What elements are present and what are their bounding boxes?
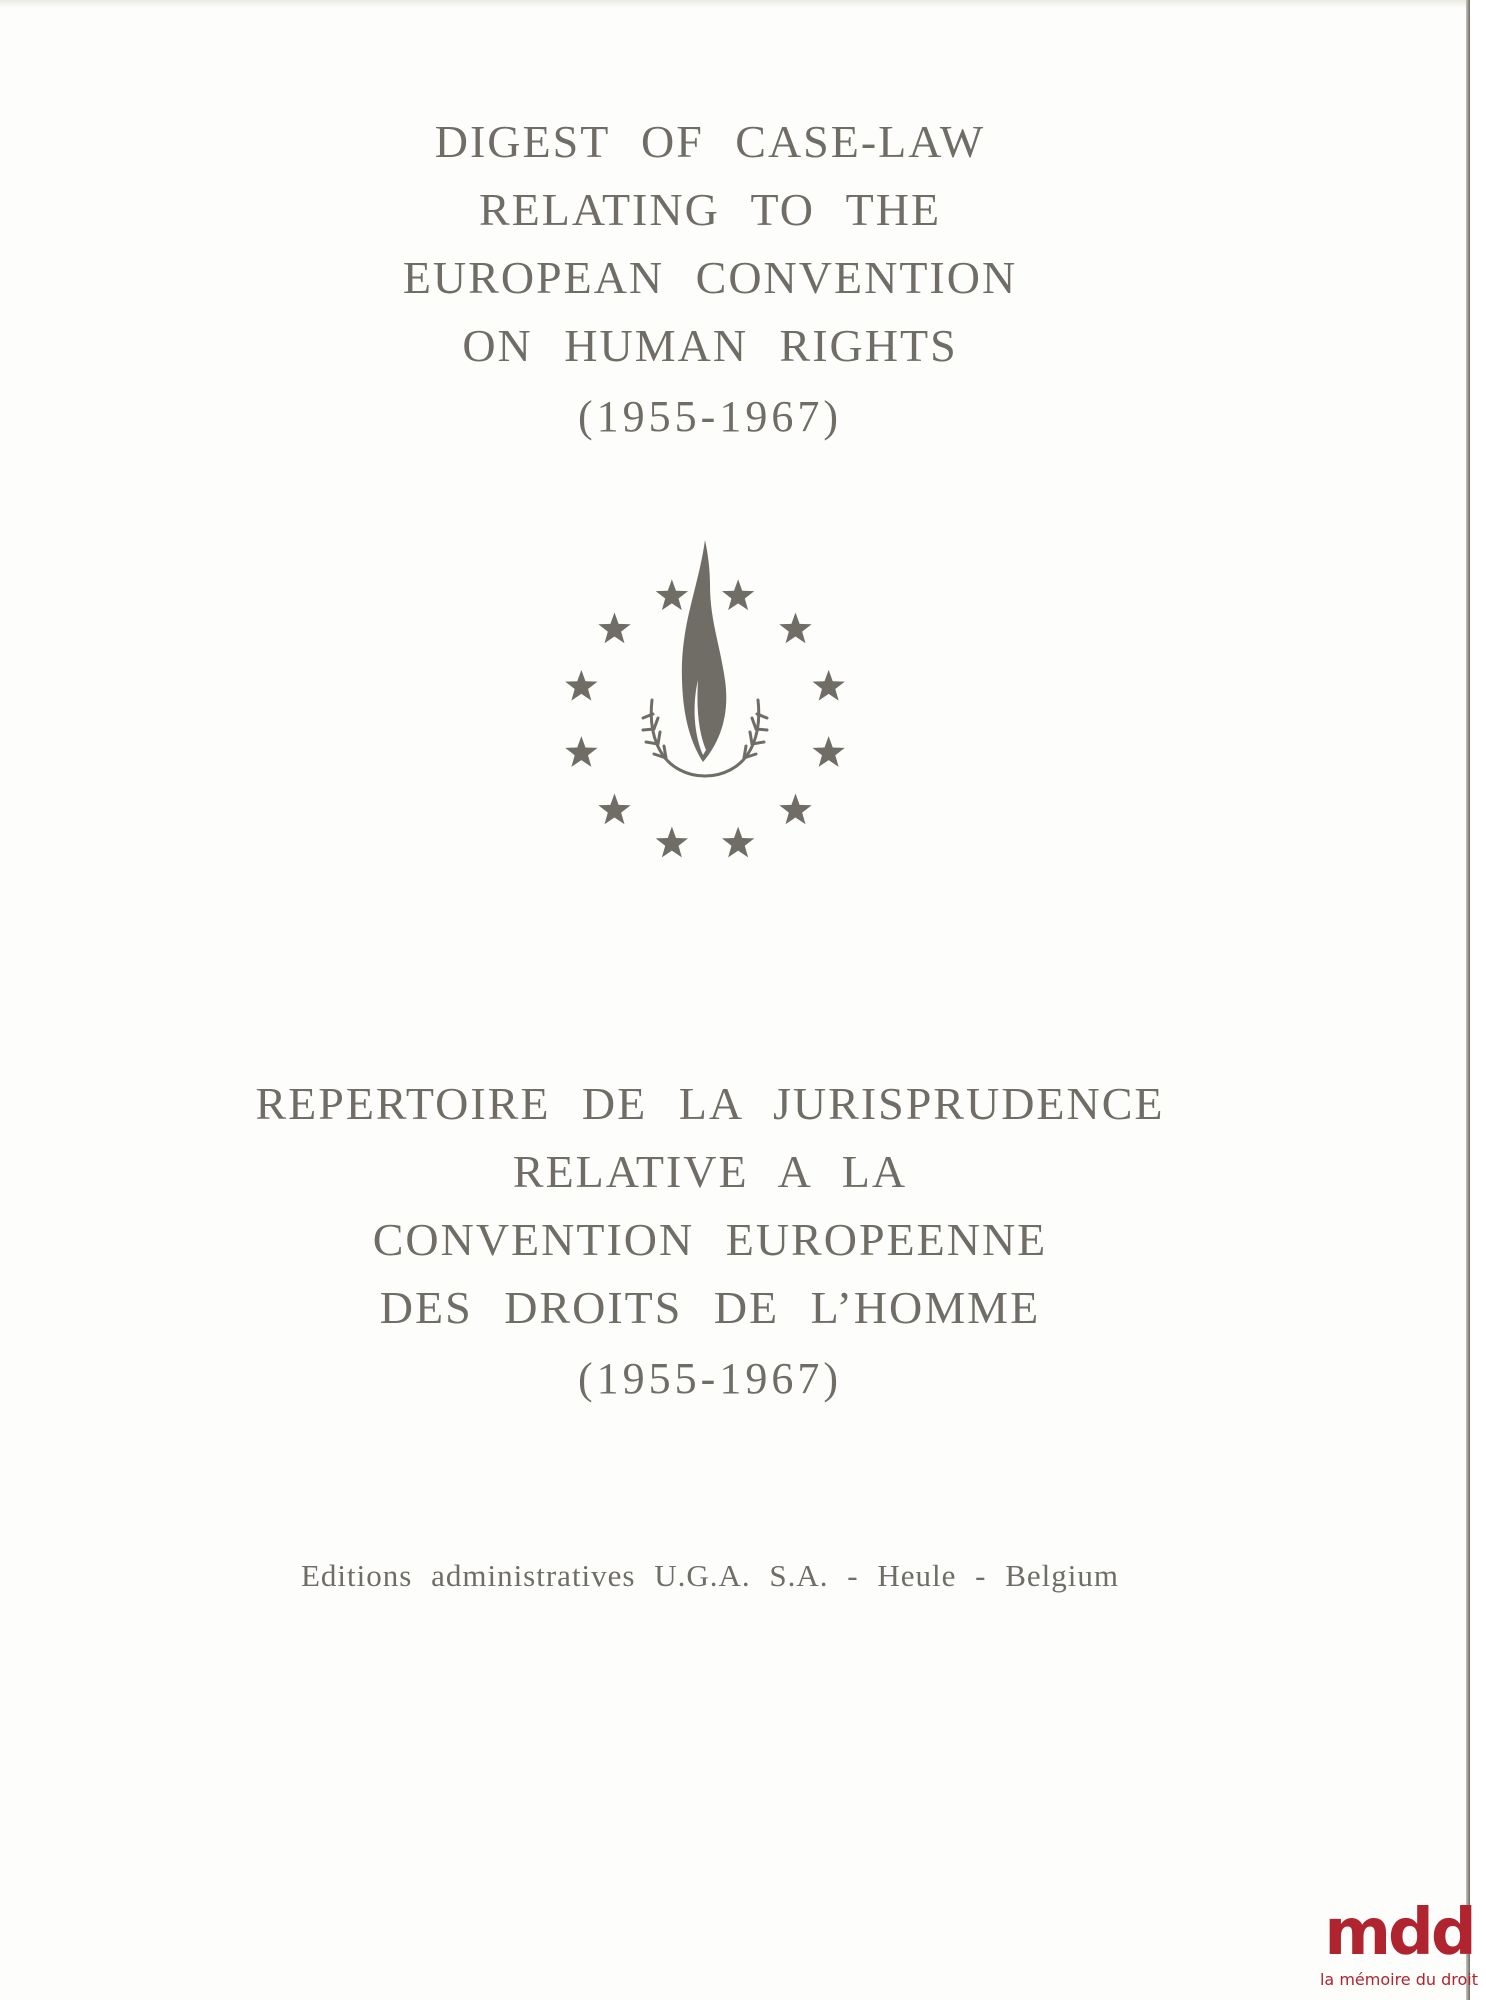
mdd-logo-mark bbox=[1318, 1892, 1480, 1968]
english-title-line: ON HUMAN RIGHTS bbox=[462, 320, 958, 371]
star-icon bbox=[812, 736, 844, 767]
flame-shape bbox=[682, 540, 726, 762]
publisher-line: Editions administratives U.G.A. S.A. - Heule - Belgium bbox=[301, 1558, 1119, 1593]
french-title-line: RELATIVE A LA bbox=[512, 1146, 908, 1197]
english-title-line: EUROPEAN CONVENTION bbox=[402, 252, 1018, 303]
scan-right-margin bbox=[1470, 0, 1486, 2000]
laurel-left bbox=[643, 700, 680, 770]
star-icon bbox=[812, 670, 844, 701]
scan-top-edge bbox=[0, 0, 1486, 8]
star-icon bbox=[779, 794, 811, 825]
mdd-logo bbox=[1318, 1892, 1480, 1996]
english-title-line: RELATING TO THE bbox=[478, 184, 942, 235]
laurel-right bbox=[730, 700, 767, 770]
star-icon bbox=[565, 736, 597, 767]
star-icon bbox=[779, 612, 811, 643]
french-title bbox=[0, 1070, 1420, 1410]
mdd-logo-text: mdd bbox=[1324, 1896, 1474, 1968]
star-icon bbox=[722, 827, 754, 858]
laurel-base bbox=[680, 770, 730, 776]
french-title-line: DES DROITS DE L’HOMME bbox=[379, 1282, 1041, 1333]
star-icon bbox=[565, 670, 597, 701]
english-title bbox=[0, 108, 1420, 448]
english-title-years: (1955-1967) bbox=[578, 392, 842, 441]
star-icon bbox=[598, 794, 630, 825]
english-title-line: DIGEST OF CASE-LAW bbox=[434, 116, 986, 167]
star-icon bbox=[656, 579, 688, 610]
star-icon bbox=[656, 827, 688, 858]
mdd-logo-tagline: la mémoire du droit bbox=[1319, 1970, 1478, 1989]
french-title-years: (1955-1967) bbox=[578, 1354, 842, 1403]
flame-laurel-stars-icon bbox=[560, 530, 850, 860]
star-icon bbox=[722, 579, 754, 610]
french-title-line: REPERTOIRE DE LA JURISPRUDENCE bbox=[255, 1078, 1165, 1129]
french-title-line: CONVENTION EUROPEENNE bbox=[372, 1214, 1048, 1265]
star-icon bbox=[598, 612, 630, 643]
